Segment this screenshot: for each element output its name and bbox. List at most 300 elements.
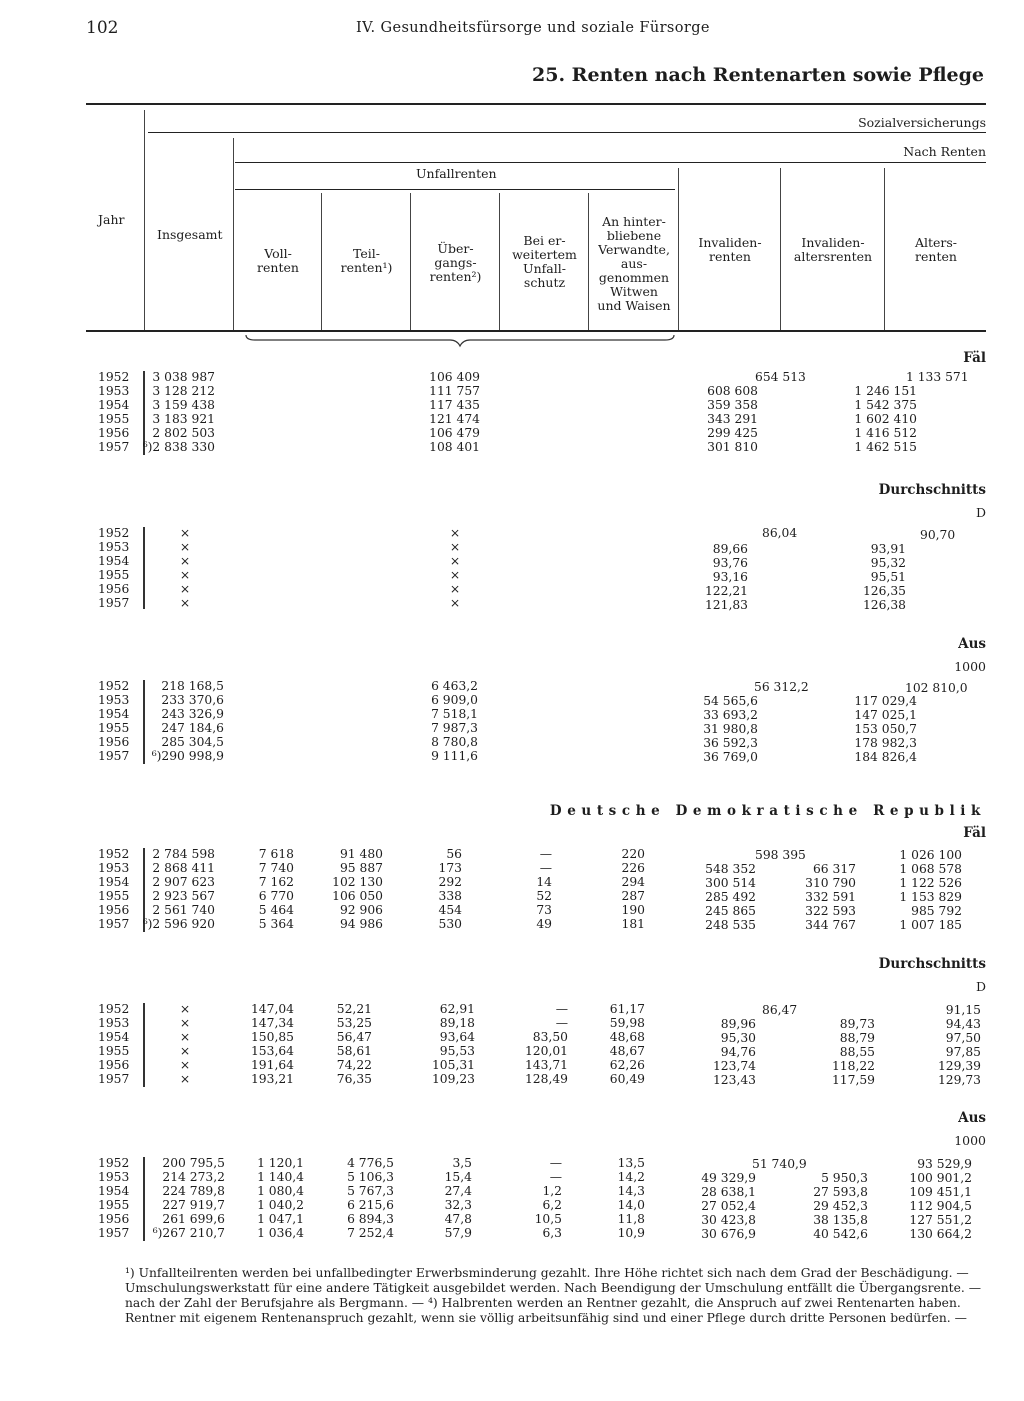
header-line: Unfall- bbox=[523, 261, 566, 276]
cell: 1 047,1 bbox=[257, 1212, 304, 1226]
cell: 285 492 bbox=[705, 890, 756, 904]
col-teilrenten bbox=[320, 1156, 394, 1240]
cell: × bbox=[179, 582, 191, 596]
section-label-ausgaben: Aus bbox=[958, 636, 986, 652]
cell-merged-alters: 1 133 571 bbox=[906, 370, 969, 384]
col-hinterbliebene bbox=[600, 847, 645, 931]
cell: 40 542,6 bbox=[813, 1227, 868, 1241]
page-number: 102 bbox=[86, 18, 119, 38]
cell: 233 370,6 bbox=[161, 693, 224, 707]
cell: 344 767 bbox=[805, 918, 856, 932]
cell-merged-invaliden: 51 740,9 bbox=[752, 1157, 807, 1171]
cell-merged-invaliden: 654 513 bbox=[755, 370, 806, 384]
cell: 11,8 bbox=[617, 1212, 645, 1226]
cell: 59,98 bbox=[609, 1016, 645, 1030]
col-invalidenaltersrenten bbox=[820, 542, 906, 612]
year: 1954 bbox=[98, 1030, 130, 1044]
cell: 100 901,2 bbox=[909, 1171, 972, 1185]
cell: 3 038 987 bbox=[152, 370, 215, 384]
cell: 7 740 bbox=[258, 861, 294, 875]
col-divider bbox=[588, 193, 589, 330]
cell: 214 273,2 bbox=[162, 1170, 225, 1184]
cell: ⁶)2 838 330 bbox=[142, 440, 215, 454]
cell: — bbox=[549, 1170, 562, 1184]
header-line: genommen bbox=[598, 270, 670, 285]
col-invalidenrenten bbox=[680, 384, 758, 454]
section-label-durchschnitt: Durchschnitts bbox=[878, 956, 986, 972]
year: 1953 bbox=[98, 384, 130, 398]
cell: 95,32 bbox=[870, 556, 906, 570]
cell: × bbox=[449, 526, 461, 540]
cell: 122,21 bbox=[704, 584, 748, 598]
cell: 7 518,1 bbox=[431, 707, 478, 721]
cell-merged-alters: 90,70 bbox=[920, 528, 956, 542]
cell: 220 bbox=[621, 847, 645, 861]
footnote-2: Umschulungswerkstatt für eine andere Tätigkeit ausgebildet werden. Nach Beendigung der Umschulung entfällt die Übergangsrente. — bbox=[125, 1281, 982, 1295]
header-line: Teil- bbox=[353, 246, 380, 261]
cell: 102 130 bbox=[332, 875, 383, 889]
cell: 5 106,3 bbox=[347, 1170, 394, 1184]
cell: 120,01 bbox=[524, 1044, 568, 1058]
cell: 6 215,6 bbox=[347, 1198, 394, 1212]
col-insgesamt bbox=[140, 1156, 225, 1240]
header-line: schutz bbox=[523, 275, 566, 290]
cell: 178 982,3 bbox=[854, 736, 917, 750]
cell: 49 329,9 bbox=[701, 1171, 756, 1185]
cell: 6 894,3 bbox=[347, 1212, 394, 1226]
cell: × bbox=[179, 540, 191, 554]
year-column bbox=[98, 526, 130, 610]
cell: 7 987,3 bbox=[431, 721, 478, 735]
col-vollrenten bbox=[240, 1002, 294, 1086]
cell: 94,76 bbox=[720, 1045, 756, 1059]
cell: × bbox=[179, 1072, 191, 1086]
col-divider bbox=[144, 110, 145, 330]
cell: 129,73 bbox=[937, 1073, 981, 1087]
cell: × bbox=[179, 1016, 191, 1030]
cell: 5 364 bbox=[258, 917, 294, 931]
cell: — bbox=[539, 861, 552, 875]
cell: 343 291 bbox=[707, 412, 758, 426]
cell: 95 887 bbox=[339, 861, 383, 875]
header-erweiterter-unfallschutz bbox=[501, 234, 588, 290]
cell: 126,35 bbox=[862, 584, 906, 598]
cell: × bbox=[449, 554, 461, 568]
cell: — bbox=[549, 1156, 562, 1170]
cell: 27,4 bbox=[444, 1184, 472, 1198]
header-line: gangs- bbox=[434, 255, 477, 270]
year: 1955 bbox=[98, 721, 130, 735]
header-vollrenten bbox=[235, 247, 321, 275]
cell: ⁶)2 596 920 bbox=[142, 917, 215, 931]
cell: 108 401 bbox=[429, 440, 480, 454]
cell: 58,61 bbox=[336, 1044, 372, 1058]
col-invalidenrenten bbox=[680, 862, 756, 932]
cell: × bbox=[449, 596, 461, 610]
header-line: Invaliden- bbox=[801, 235, 865, 250]
cell: 95,53 bbox=[439, 1044, 475, 1058]
header-insgesamt: Insgesamt bbox=[157, 227, 223, 242]
cell: — bbox=[555, 1016, 568, 1030]
header-line: renten bbox=[257, 260, 299, 275]
cell: 91 480 bbox=[339, 847, 383, 861]
cell: 1 602 410 bbox=[854, 412, 917, 426]
year-column bbox=[98, 370, 130, 454]
cell: 56,47 bbox=[336, 1030, 372, 1044]
header-line: An hinter- bbox=[602, 214, 666, 229]
cell: 5 464 bbox=[258, 903, 294, 917]
cell: 548 352 bbox=[705, 862, 756, 876]
header-line: Alters- bbox=[914, 235, 958, 250]
cell: 1 036,4 bbox=[257, 1226, 304, 1240]
cell: 111 757 bbox=[429, 384, 480, 398]
cell: 248 535 bbox=[705, 918, 756, 932]
header-line: renten¹) bbox=[340, 260, 393, 275]
cell: 109 451,1 bbox=[909, 1185, 972, 1199]
cell: 359 358 bbox=[707, 398, 758, 412]
cell: 123,74 bbox=[712, 1059, 756, 1073]
cell: 6,2 bbox=[542, 1198, 562, 1212]
cell: 33 693,2 bbox=[703, 708, 758, 722]
cell: 6 463,2 bbox=[431, 679, 478, 693]
col-unfallrenten bbox=[440, 526, 470, 610]
cell: 181 bbox=[621, 917, 645, 931]
cell: 52,21 bbox=[336, 1002, 372, 1016]
year: 1954 bbox=[98, 398, 130, 412]
cell: 97,50 bbox=[945, 1031, 981, 1045]
col-altersrenten bbox=[886, 1003, 981, 1087]
cell: 3 128 212 bbox=[152, 384, 215, 398]
cell: 93,91 bbox=[870, 542, 906, 556]
cell: 106 479 bbox=[429, 426, 480, 440]
cell: 173 bbox=[438, 861, 462, 875]
cell: 200 795,5 bbox=[162, 1156, 225, 1170]
cell: 150,85 bbox=[250, 1030, 294, 1044]
cell: 118,22 bbox=[831, 1059, 875, 1073]
cell: 121,83 bbox=[704, 598, 748, 612]
cell-merged-invaliden: 86,47 bbox=[762, 1003, 798, 1017]
year-column bbox=[98, 1002, 130, 1086]
cell: 38 135,8 bbox=[813, 1213, 868, 1227]
year: 1956 bbox=[98, 426, 130, 440]
cell: 3 183 921 bbox=[152, 412, 215, 426]
year: 1954 bbox=[98, 554, 130, 568]
cell: 109,23 bbox=[431, 1072, 475, 1086]
cell: 2 868 411 bbox=[152, 861, 215, 875]
header-line: Über- bbox=[437, 241, 474, 256]
year: 1953 bbox=[98, 693, 130, 707]
rule-nach bbox=[235, 162, 986, 163]
brace-unfallrenten bbox=[245, 334, 675, 348]
cell: 128,49 bbox=[524, 1072, 568, 1086]
cell: 5 767,3 bbox=[347, 1184, 394, 1198]
cell: 292 bbox=[438, 875, 462, 889]
cell: 1,2 bbox=[542, 1184, 562, 1198]
col-teilrenten bbox=[320, 847, 383, 931]
year: 1956 bbox=[98, 735, 130, 749]
cell: 1 462 515 bbox=[854, 440, 917, 454]
cell: 94 986 bbox=[339, 917, 383, 931]
year: 1957 bbox=[98, 917, 130, 931]
cell: 245 865 bbox=[705, 904, 756, 918]
cell: 191,64 bbox=[250, 1058, 294, 1072]
year: 1954 bbox=[98, 707, 130, 721]
cell: 1 026 100 bbox=[899, 848, 962, 862]
cell: 97,85 bbox=[945, 1045, 981, 1059]
cell: 454 bbox=[438, 903, 462, 917]
footnote-3: nach der Zahl der Berufsjahre als Bergmann. — ⁴) Halbrenten werden an Rentner gezahlt, die Anspruch auf zwei Rentenarten haben. bbox=[125, 1296, 961, 1310]
cell: 30 676,9 bbox=[701, 1227, 756, 1241]
year: 1952 bbox=[98, 1002, 130, 1016]
cell: × bbox=[179, 1002, 191, 1016]
cell: 93,16 bbox=[712, 570, 748, 584]
header-line: renten bbox=[915, 249, 957, 264]
header-bottom-rule bbox=[86, 330, 986, 332]
cell: 54 565,6 bbox=[703, 694, 758, 708]
cell: 285 304,5 bbox=[161, 735, 224, 749]
header-line: bliebene bbox=[606, 228, 662, 243]
col-insgesamt bbox=[170, 526, 200, 610]
year: 1955 bbox=[98, 1198, 130, 1212]
cell: 332 591 bbox=[805, 890, 856, 904]
cell: 294 bbox=[621, 875, 645, 889]
cell: 89,73 bbox=[839, 1017, 875, 1031]
cell: 89,96 bbox=[720, 1017, 756, 1031]
year: 1954 bbox=[98, 1184, 130, 1198]
col-invalidenrenten bbox=[680, 694, 758, 764]
row-bar bbox=[143, 1003, 145, 1087]
cell: 1 542 375 bbox=[854, 398, 917, 412]
col-invalidenaltersrenten bbox=[790, 1171, 868, 1241]
cell: 112 904,5 bbox=[909, 1199, 972, 1213]
cell: 1 040,2 bbox=[257, 1198, 304, 1212]
cell: 4 776,5 bbox=[347, 1156, 394, 1170]
section-sublabel: 1000 bbox=[954, 659, 986, 674]
cell: — bbox=[539, 847, 552, 861]
cell: × bbox=[179, 1044, 191, 1058]
col-insgesamt bbox=[140, 847, 215, 931]
cell: 2 907 623 bbox=[152, 875, 215, 889]
cell: 88,55 bbox=[839, 1045, 875, 1059]
year: 1953 bbox=[98, 861, 130, 875]
cell: 27 052,4 bbox=[701, 1199, 756, 1213]
cell: 52 bbox=[536, 889, 552, 903]
col-vollrenten bbox=[240, 847, 294, 931]
col-invalidenrenten bbox=[680, 1171, 756, 1241]
cell: 1 140,4 bbox=[257, 1170, 304, 1184]
cell: 130 664,2 bbox=[909, 1227, 972, 1241]
header-uebergangsrenten bbox=[412, 242, 499, 284]
col-unfallschutz bbox=[510, 1002, 568, 1086]
cell-merged-alters: 102 810,0 bbox=[905, 681, 968, 695]
cell: 1 007 185 bbox=[899, 918, 962, 932]
section-sublabel: 1000 bbox=[954, 1133, 986, 1148]
cell: 10,9 bbox=[617, 1226, 645, 1240]
cell: 6 909,0 bbox=[431, 693, 478, 707]
cell: 5 950,3 bbox=[821, 1171, 868, 1185]
cell: 28 638,1 bbox=[701, 1185, 756, 1199]
cell: — bbox=[555, 1002, 568, 1016]
cell: ⁶)290 998,9 bbox=[151, 749, 224, 763]
header-line: Verwandte, bbox=[598, 242, 670, 257]
header-teilrenten bbox=[323, 247, 410, 275]
cell: 106 409 bbox=[429, 370, 480, 384]
cell: 338 bbox=[438, 889, 462, 903]
cell-merged-invaliden: 86,04 bbox=[762, 526, 798, 540]
cell: 30 423,8 bbox=[701, 1213, 756, 1227]
cell: 88,79 bbox=[839, 1031, 875, 1045]
cell: 2 784 598 bbox=[152, 847, 215, 861]
cell: 36 592,3 bbox=[703, 736, 758, 750]
year: 1956 bbox=[98, 903, 130, 917]
section-label-faelle: Fäl bbox=[963, 825, 986, 841]
cell-merged-invaliden: 56 312,2 bbox=[754, 680, 809, 694]
col-invalidenaltersrenten bbox=[790, 1017, 875, 1087]
cell: 94,43 bbox=[945, 1017, 981, 1031]
col-unfallschutz bbox=[510, 1156, 562, 1240]
cell: 301 810 bbox=[707, 440, 758, 454]
cell: 190 bbox=[621, 903, 645, 917]
cell: 105,31 bbox=[431, 1058, 475, 1072]
col-uebergangsrenten bbox=[420, 1156, 472, 1240]
cell: 89,66 bbox=[712, 542, 748, 556]
cell: 29 452,3 bbox=[813, 1199, 868, 1213]
cell: 287 bbox=[621, 889, 645, 903]
cell: 184 826,4 bbox=[854, 750, 917, 764]
cell: ⁶)267 210,7 bbox=[152, 1226, 225, 1240]
cell: 7 252,4 bbox=[347, 1226, 394, 1240]
cell: 127 551,2 bbox=[909, 1213, 972, 1227]
year-column bbox=[98, 847, 130, 931]
cell: 15,4 bbox=[444, 1170, 472, 1184]
col-altersrenten bbox=[886, 1157, 972, 1241]
header-line: Voll- bbox=[264, 246, 292, 261]
section-label-ausgaben: Aus bbox=[958, 1110, 986, 1126]
col-divider bbox=[499, 193, 500, 330]
cell: 121 474 bbox=[429, 412, 480, 426]
cell: 2 923 567 bbox=[152, 889, 215, 903]
cell: 10,5 bbox=[534, 1212, 562, 1226]
cell: × bbox=[179, 554, 191, 568]
year: 1955 bbox=[98, 889, 130, 903]
year: 1952 bbox=[98, 1156, 130, 1170]
cell: 83,50 bbox=[532, 1030, 568, 1044]
header-line: Bei er- bbox=[523, 233, 566, 248]
cell: 76,35 bbox=[336, 1072, 372, 1086]
cell: 1 122 526 bbox=[899, 876, 962, 890]
cell: 530 bbox=[438, 917, 462, 931]
year: 1957 bbox=[98, 596, 130, 610]
cell: 49 bbox=[536, 917, 552, 931]
col-divider bbox=[233, 138, 234, 330]
cell: 227 919,7 bbox=[162, 1198, 225, 1212]
header-hinterbliebene bbox=[590, 215, 678, 313]
cell: 32,3 bbox=[444, 1198, 472, 1212]
cell: 117,59 bbox=[831, 1073, 875, 1087]
header-unfallrenten: Unfallrenten bbox=[416, 166, 497, 181]
cell: 93 529,9 bbox=[917, 1157, 972, 1171]
cell: 608 608 bbox=[707, 384, 758, 398]
cell: 36 769,0 bbox=[703, 750, 758, 764]
col-teilrenten bbox=[320, 1002, 372, 1086]
cell: 62,91 bbox=[439, 1002, 475, 1016]
cell: 6,3 bbox=[542, 1226, 562, 1240]
cell: 73 bbox=[536, 903, 552, 917]
cell: 8 780,8 bbox=[431, 735, 478, 749]
col-divider bbox=[884, 168, 885, 330]
col-unfallrenten bbox=[400, 370, 480, 454]
cell: 224 789,8 bbox=[162, 1184, 225, 1198]
cell: 322 593 bbox=[805, 904, 856, 918]
cell: × bbox=[449, 540, 461, 554]
col-divider bbox=[678, 168, 679, 330]
cell: 123,43 bbox=[712, 1073, 756, 1087]
year: 1952 bbox=[98, 847, 130, 861]
cell: 1 068 578 bbox=[899, 862, 962, 876]
year: 1952 bbox=[98, 679, 130, 693]
year: 1956 bbox=[98, 1058, 130, 1072]
footnote-1: ¹) Unfallteilrenten werden bei unfallbedingter Erwerbsminderung gezahlt. Ihre Höhe richtet sich nach dem Grad der Beschädigung. — bbox=[125, 1266, 969, 1280]
cell: 7 162 bbox=[258, 875, 294, 889]
cell: 61,17 bbox=[609, 1002, 645, 1016]
cell: 93,64 bbox=[439, 1030, 475, 1044]
cell: × bbox=[449, 568, 461, 582]
cell: 310 790 bbox=[805, 876, 856, 890]
col-invalidenaltersrenten bbox=[820, 384, 917, 454]
cell: 53,25 bbox=[336, 1016, 372, 1030]
cell: 14,2 bbox=[617, 1170, 645, 1184]
cell: 1 246 151 bbox=[854, 384, 917, 398]
cell: 89,18 bbox=[439, 1016, 475, 1030]
cell: 247 184,6 bbox=[161, 721, 224, 735]
cell: 147 025,1 bbox=[854, 708, 917, 722]
col-invalidenrenten bbox=[680, 1017, 756, 1087]
cell: 299 425 bbox=[707, 426, 758, 440]
cell: 126,38 bbox=[862, 598, 906, 612]
header-line: Witwen bbox=[610, 284, 658, 299]
rule-sozial bbox=[148, 132, 986, 133]
cell: 106 050 bbox=[332, 889, 383, 903]
cell: 985 792 bbox=[911, 904, 962, 918]
cell-merged-invaliden: 598 395 bbox=[755, 848, 806, 862]
ddr-title: Deutsche Demokratische Republik bbox=[549, 803, 986, 819]
section-sublabel: D bbox=[975, 505, 986, 520]
year: 1952 bbox=[98, 370, 130, 384]
cell: 47,8 bbox=[444, 1212, 472, 1226]
cell: 95,51 bbox=[870, 570, 906, 584]
year: 1957 bbox=[98, 1072, 130, 1086]
year-column bbox=[98, 679, 130, 763]
year-column bbox=[98, 1156, 130, 1240]
cell: 6 770 bbox=[258, 889, 294, 903]
cell: 48,68 bbox=[609, 1030, 645, 1044]
footnote-4: Rentner mit eigenem Rentenanspruch gezahlt, wenn sie völlig arbeitsunfähig sind und einer Pflege durch dritte Personen bedürfen. — bbox=[125, 1311, 967, 1325]
year: 1952 bbox=[98, 526, 130, 540]
cell: 143,71 bbox=[524, 1058, 568, 1072]
cell: 91,15 bbox=[945, 1003, 981, 1017]
year: 1957 bbox=[98, 749, 130, 763]
cell: 147,34 bbox=[250, 1016, 294, 1030]
cell: 117 029,4 bbox=[854, 694, 917, 708]
cell: 261 699,6 bbox=[162, 1212, 225, 1226]
cell: 153 050,7 bbox=[854, 722, 917, 736]
col-uebergangsrenten bbox=[420, 847, 462, 931]
col-divider bbox=[321, 193, 322, 330]
cell: 3,5 bbox=[452, 1156, 472, 1170]
col-hinterbliebene bbox=[600, 1002, 645, 1086]
cell: 147,04 bbox=[250, 1002, 294, 1016]
section-sublabel: D bbox=[975, 979, 986, 994]
